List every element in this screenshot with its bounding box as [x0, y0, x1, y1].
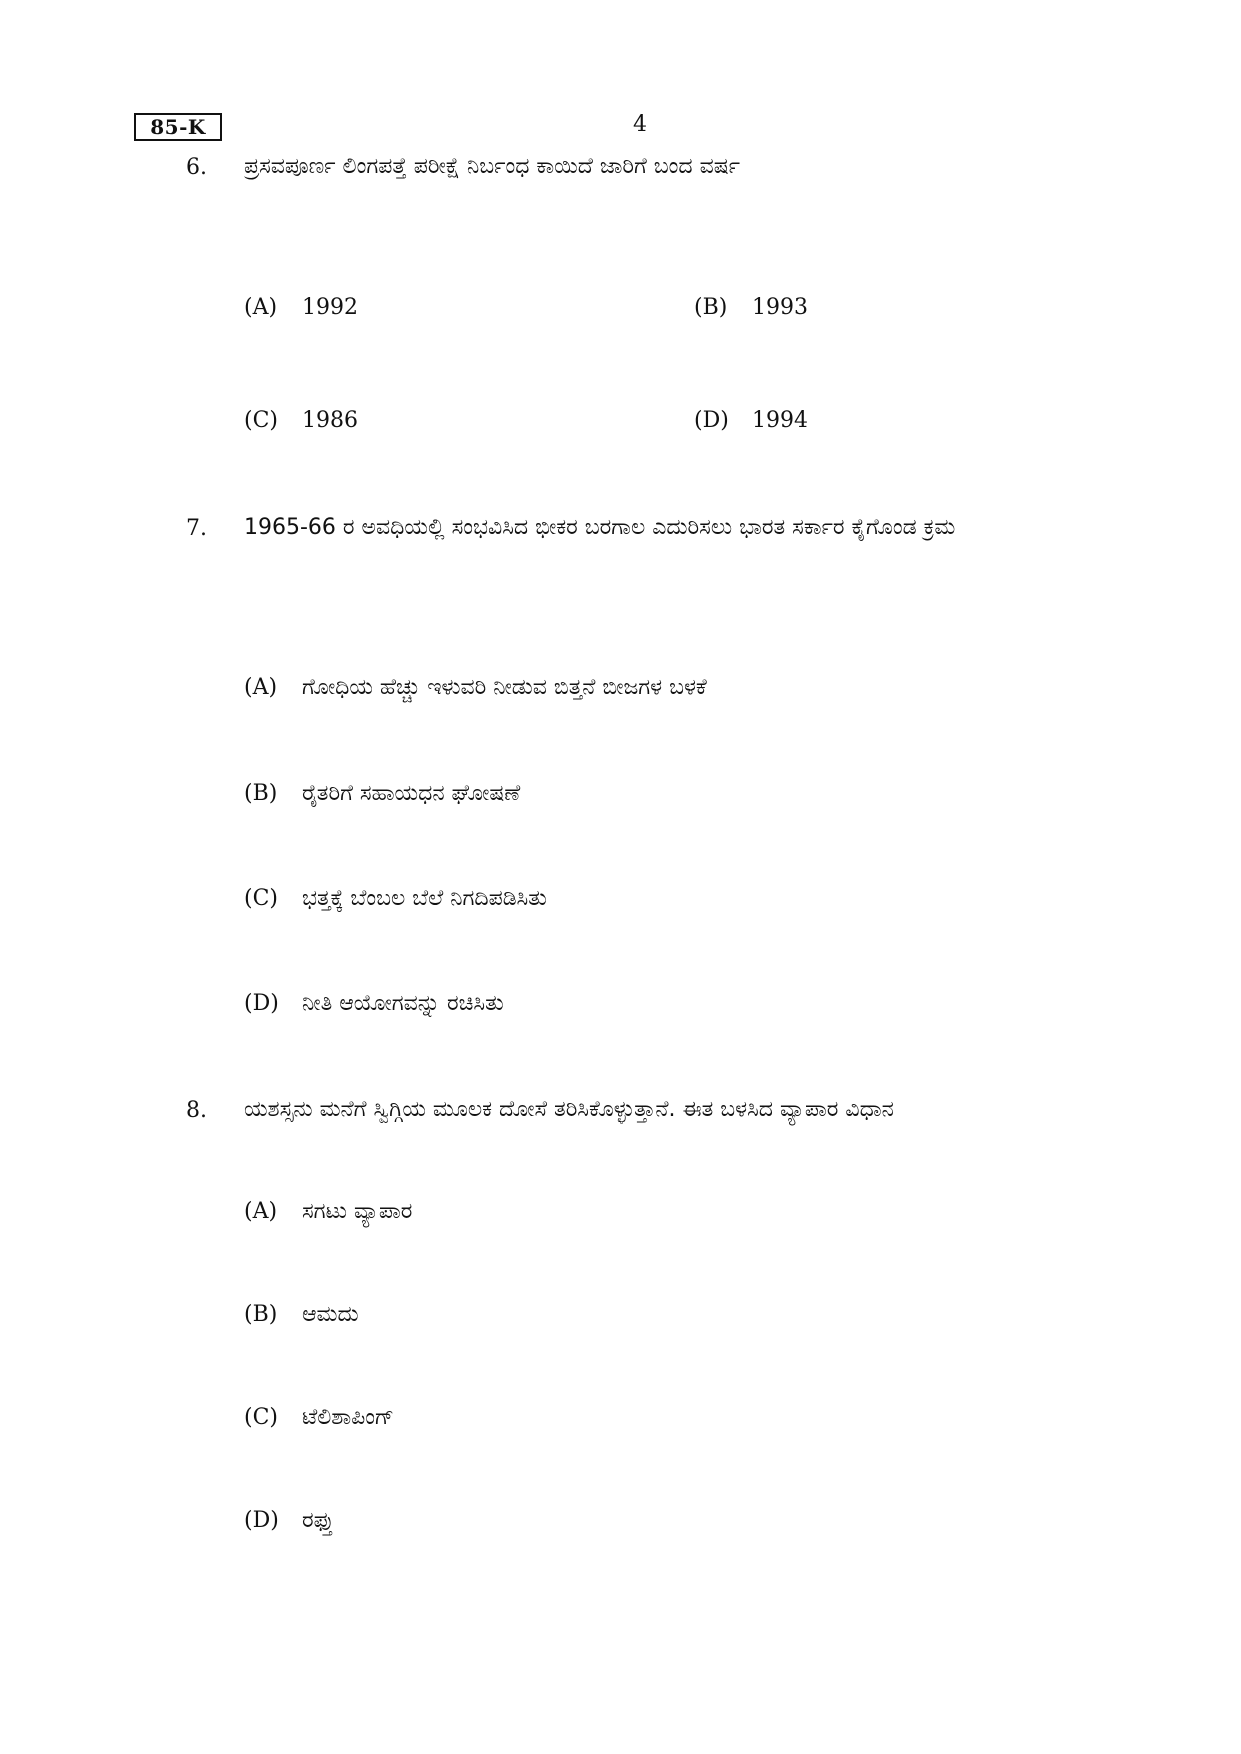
question-8-text: ಯಶಸ್ಸನು ಮನೆಗೆ ಸ್ವಿಗ್ಗಿಯ ಮೂಲಕ ದೋಸೆ ತರಿಸಿಕೊಳ್ಳುತ್ತಾನೆ. ಈತ ಬಳಸಿದ ವ್ಯಾಪಾರ ವಿಧಾನ [244, 1097, 894, 1122]
option-text: ಸಗಟು ವ್ಯಾಪಾರ [302, 1199, 413, 1224]
question-8-option-a [244, 1199, 412, 1224]
option-label: (C) [244, 408, 278, 433]
option-label: (B) [244, 781, 278, 806]
question-7-option-b [244, 781, 520, 806]
option-label: (C) [244, 1405, 278, 1430]
option-label: (C) [244, 886, 278, 911]
question-8-option-d [244, 1508, 333, 1533]
option-text: 1992 [302, 295, 358, 320]
option-text: ರೈತರಿಗೆ ಸಹಾಯಧನ ಘೋಷಣೆ [302, 781, 521, 806]
question-6-text: ಪ್ರಸವಪೂರ್ಣ ಲಿಂಗಪತ್ತೆ ಪರೀಕ್ಷೆ ನಿರ್ಬಂಧ ಕಾಯಿದೆ ಜಾರಿಗೆ ಬಂದ ವರ್ಷ [244, 154, 741, 179]
option-text: ಆಮದು [302, 1302, 359, 1327]
page-number: 4 [633, 112, 647, 137]
question-8-option-b [244, 1302, 359, 1327]
paper-code-box: 85-K [134, 113, 222, 141]
option-label: (A) [244, 675, 278, 700]
question-7-option-c [244, 886, 547, 911]
question-7-option-a [244, 675, 707, 700]
question-6-option-c [244, 408, 358, 433]
option-label: (D) [244, 991, 279, 1016]
question-6-option-d [694, 408, 808, 433]
option-text: ಗೋಧಿಯ ಹೆಚ್ಚು ಇಳುವರಿ ನೀಡುವ ಬಿತ್ತನೆ ಬೀಜಗಳ ಬಳಕೆ [302, 675, 707, 700]
option-label: (A) [244, 295, 278, 320]
option-text: ರಫ್ತು [302, 1508, 334, 1533]
question-7-number: 7. [186, 516, 207, 541]
question-7-text: 1965-66 ರ ಅವಧಿಯಲ್ಲಿ ಸಂಭವಿಸಿದ ಭೀಕರ ಬರಗಾಲ ಎದುರಿಸಲು ಭಾರತ ಸರ್ಕಾರ ಕೈಗೊಂಡ ಕ್ರಮ [244, 515, 956, 540]
option-text: 1994 [752, 408, 808, 433]
question-8-number: 8. [186, 1098, 207, 1123]
question-6-option-a [244, 295, 358, 320]
option-text: ನೀತಿ ಆಯೋಗವನ್ನು ರಚಿಸಿತು [302, 991, 504, 1016]
question-7-option-d [244, 991, 504, 1016]
question-8-option-c [244, 1405, 394, 1430]
option-text: ಟೆಲಿಶಾಪಿಂಗ್ [302, 1405, 395, 1430]
option-label: (A) [244, 1199, 278, 1224]
option-text: 1986 [302, 408, 358, 433]
option-text: 1993 [752, 295, 808, 320]
option-label: (B) [244, 1302, 278, 1327]
option-label: (D) [694, 408, 729, 433]
option-label: (B) [694, 295, 728, 320]
question-6-option-b [694, 295, 808, 320]
option-text: ಭತ್ತಕ್ಕೆ ಬೆಂಬಲ ಬೆಲೆ ನಿಗದಿಪಡಿಸಿತು [302, 886, 547, 911]
question-6-number: 6. [186, 155, 207, 180]
option-label: (D) [244, 1508, 279, 1533]
